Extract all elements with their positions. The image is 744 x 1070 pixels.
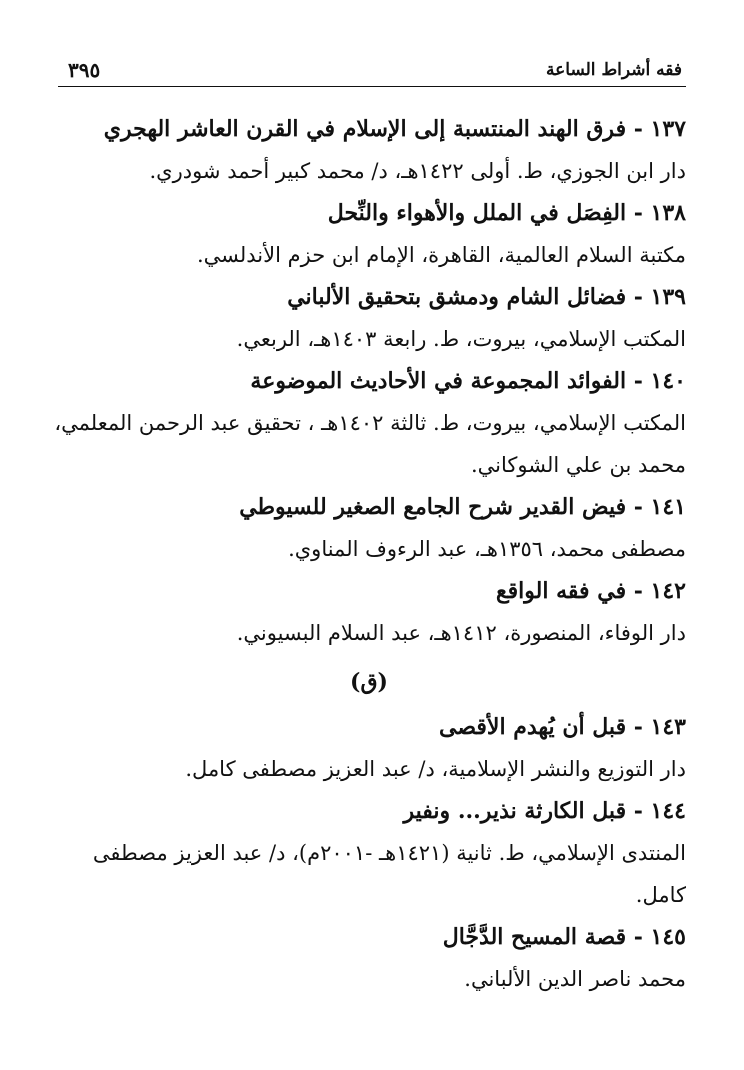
entry-details: مصطفى محمد، ١٣٥٦هـ، عبد الرءوف المناوي. bbox=[288, 537, 686, 561]
entry-title: ١٣٧ - فرق الهند المنتسبة إلى الإسلام في القرن العاشر الهجري bbox=[103, 116, 686, 142]
entry-details: المنتدى الإسلامي، ط. ثانية (١٤٢١هـ -٢٠٠١م)، د/ عبد العزيز مصطفى bbox=[92, 841, 686, 865]
entry-title: ١٤١ - فيض القدير شرح الجامع الصغير للسيوطي bbox=[239, 494, 686, 520]
entry-title: ١٤٣ - قبل أن يُهدم الأقصى bbox=[439, 714, 686, 740]
entry-details: دار ابن الجوزي، ط. أولى ١٤٢٢هـ، د/ محمد كبير أحمد شودري. bbox=[149, 159, 686, 183]
entry-details: كامل. bbox=[635, 883, 686, 907]
entry-details: محمد ناصر الدين الألباني. bbox=[464, 967, 686, 991]
entry-details: دار الوفاء، المنصورة، ١٤١٢هـ، عبد السلام البسيوني. bbox=[236, 621, 686, 645]
entry-title: ١٤٢ - في فقه الواقع bbox=[495, 578, 686, 604]
entry-title: ١٣٨ - الفِصَل في الملل والأهواء والنِّحل bbox=[327, 200, 686, 226]
running-title: فقه أشراط الساعة bbox=[546, 60, 682, 80]
entry-details: مكتبة السلام العالمية، القاهرة، الإمام ابن حزم الأندلسي. bbox=[196, 243, 686, 267]
bibliography-list bbox=[54, 108, 686, 1000]
entry-details: المكتب الإسلامي، بيروت، ط. ثالثة ١٤٠٢هـ ، تحقيق عبد الرحمن المعلمي، bbox=[54, 411, 686, 435]
entry-title: ١٤٤ - قبل الكارثة نذير... ونفير bbox=[403, 798, 686, 824]
entry-title: ١٣٩ - فضائل الشام ودمشق بتحقيق الألباني bbox=[287, 284, 686, 310]
entry-details: محمد بن علي الشوكاني. bbox=[470, 453, 686, 477]
entry-title: ١٤٥ - قصة المسيح الدَّجَّال bbox=[442, 924, 686, 950]
entry-details: المكتب الإسلامي، بيروت، ط. رابعة ١٤٠٣هـ، الربعي. bbox=[236, 327, 686, 351]
page-number: ٣٩٥ bbox=[68, 58, 101, 82]
section-letter: (ق) bbox=[350, 669, 388, 695]
entry-title: ١٤٠ - الفوائد المجموعة في الأحاديث الموضوعة bbox=[250, 368, 686, 394]
entry-details: دار التوزيع والنشر الإسلامية، د/ عبد العزيز مصطفى كامل. bbox=[185, 757, 686, 781]
page-header bbox=[58, 58, 686, 87]
